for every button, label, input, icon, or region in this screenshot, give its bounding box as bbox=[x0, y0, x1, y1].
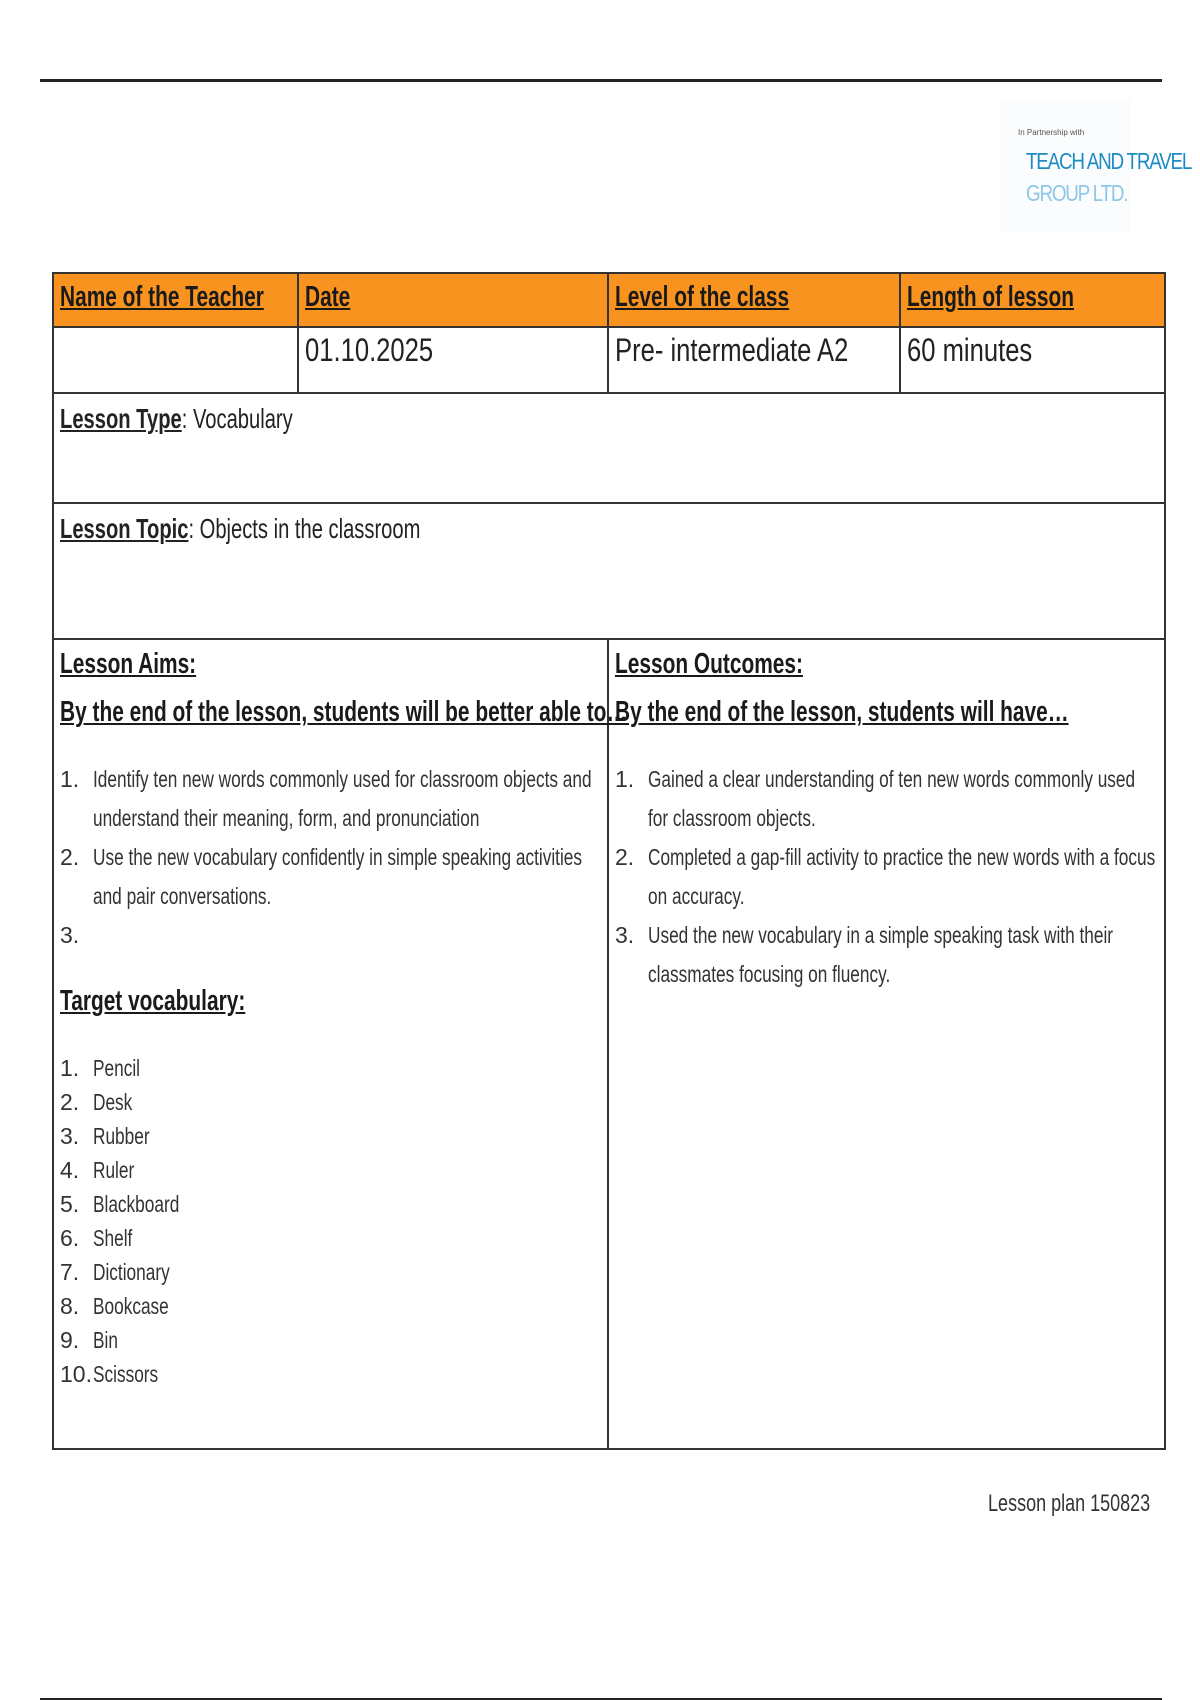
teach-and-travel-logo bbox=[1000, 98, 1192, 233]
level-header-cell bbox=[608, 273, 900, 327]
vocab-text-8: Bookcase bbox=[93, 1293, 169, 1319]
aim-text-1: Identify ten new words commonly used for classroom objects and understand their meaning, form, and pronunciation bbox=[93, 766, 592, 831]
vocab-item-6: 6. Shelf bbox=[60, 1221, 601, 1255]
outcomes-subtitle: By the end of the lesson, students will have… bbox=[615, 696, 1069, 728]
logo-line-2: GROUP LTD. bbox=[1026, 180, 1128, 206]
vocab-text-9: Bin bbox=[93, 1327, 118, 1353]
header-row bbox=[53, 273, 1165, 327]
length-label: Length of lesson bbox=[907, 281, 1075, 313]
length-value: 60 minutes bbox=[907, 332, 1033, 368]
lesson-topic-label: Lesson Topic bbox=[60, 513, 189, 544]
outcomes-list bbox=[615, 760, 1158, 994]
outcome-item-1: 1. Gained a clear understanding of ten new words commonly used for classroom objects. bbox=[615, 760, 1158, 838]
teacher-value-cell bbox=[53, 327, 298, 393]
vocab-item-9: 9. Bin bbox=[60, 1323, 601, 1357]
lesson-type-label: Lesson Type bbox=[60, 403, 182, 434]
outcomes-cell bbox=[608, 639, 1165, 1449]
vocab-item-2: 2. Desk bbox=[60, 1085, 601, 1119]
outcome-item-2: 2. Completed a gap-fill activity to practice the new words with a focus on accuracy. bbox=[615, 838, 1158, 916]
footer-lesson-plan-id: Lesson plan 150823 bbox=[987, 1490, 1150, 1517]
lesson-topic-line: Lesson Topic: Objects in the classroom bbox=[60, 513, 421, 544]
lesson-type-row bbox=[53, 393, 1165, 503]
lesson-topic-cell bbox=[53, 503, 1165, 639]
vocab-text-3: Rubber bbox=[93, 1123, 150, 1149]
vocabulary-title: Target vocabulary: bbox=[60, 985, 246, 1017]
vocab-item-5: 5. Blackboard bbox=[60, 1187, 601, 1221]
aim-item-2: 2. Use the new vocabulary confidently in simple speaking activities and pair conversations. bbox=[60, 838, 601, 916]
outcome-text-2: Completed a gap-fill activity to practice the new words with a focus on accuracy. bbox=[648, 844, 1156, 909]
date-header-cell bbox=[298, 273, 608, 327]
vocab-item-8: 8. Bookcase bbox=[60, 1289, 601, 1323]
lesson-type-line: Lesson Type: Vocabulary bbox=[60, 403, 293, 434]
vocab-text-2: Desk bbox=[93, 1089, 133, 1115]
lesson-topic-value: Objects in the classroom bbox=[199, 513, 421, 544]
level-value: Pre- intermediate A2 bbox=[615, 332, 849, 368]
top-rule bbox=[40, 79, 1162, 82]
lesson-topic-row bbox=[53, 503, 1165, 639]
aims-title: Lesson Aims: bbox=[60, 648, 197, 680]
date-value: 01.10.2025 bbox=[305, 332, 434, 368]
outcome-item-3: 3. Used the new vocabulary in a simple speaking task with their classmates focusing on fluency. bbox=[615, 916, 1158, 994]
aim-item-1: 1. Identify ten new words commonly used for classroom objects and understand their meaning, form, and pronunciation bbox=[60, 760, 601, 838]
outcome-text-1: Gained a clear understanding of ten new words commonly used for classroom objects. bbox=[648, 766, 1136, 831]
logo-line-1: TEACH AND TRAVEL bbox=[1026, 148, 1192, 174]
level-label: Level of the class bbox=[615, 281, 790, 313]
vocab-text-4: Ruler bbox=[93, 1157, 135, 1183]
vocabulary-list bbox=[60, 1051, 601, 1391]
aims-outcomes-row bbox=[53, 639, 1165, 1449]
lesson-type-value: Vocabulary bbox=[192, 403, 293, 434]
aim-item-3: 3. bbox=[60, 922, 80, 948]
vocab-item-4: 4. Ruler bbox=[60, 1153, 601, 1187]
teacher-label: Name of the Teacher bbox=[60, 281, 264, 313]
vocab-text-7: Dictionary bbox=[93, 1259, 170, 1285]
lesson-plan-table bbox=[52, 272, 1166, 1450]
aim-text-2: Use the new vocabulary confidently in simple speaking activities and pair conversations. bbox=[93, 844, 582, 909]
values-row bbox=[53, 327, 1165, 393]
aims-list bbox=[60, 760, 601, 955]
vocab-text-10: Scissors bbox=[93, 1361, 159, 1387]
vocab-text-6: Shelf bbox=[93, 1225, 133, 1251]
outcome-text-3: Used the new vocabulary in a simple speaking task with their classmates focusing on fluency. bbox=[648, 922, 1114, 987]
date-value-cell bbox=[298, 327, 608, 393]
length-header-cell bbox=[900, 273, 1165, 327]
vocab-item-3: 3. Rubber bbox=[60, 1119, 601, 1153]
date-label: Date bbox=[305, 281, 351, 313]
lesson-type-cell bbox=[53, 393, 1165, 503]
teacher-header-cell bbox=[53, 273, 298, 327]
vocab-item-7: 7. Dictionary bbox=[60, 1255, 601, 1289]
level-value-cell bbox=[608, 327, 900, 393]
aims-subtitle: By the end of the lesson, students will be better able to… bbox=[60, 696, 628, 728]
vocab-text-5: Blackboard bbox=[93, 1191, 180, 1217]
vocab-item-1: 1. Pencil bbox=[60, 1051, 601, 1085]
outcomes-title: Lesson Outcomes: bbox=[615, 648, 803, 680]
vocab-item-10: 10. Scissors bbox=[60, 1357, 601, 1391]
vocab-text-1: Pencil bbox=[93, 1055, 140, 1081]
aims-cell bbox=[53, 639, 628, 1449]
logo-partner-text: In Partnership with bbox=[1018, 128, 1085, 137]
length-value-cell bbox=[900, 327, 1165, 393]
